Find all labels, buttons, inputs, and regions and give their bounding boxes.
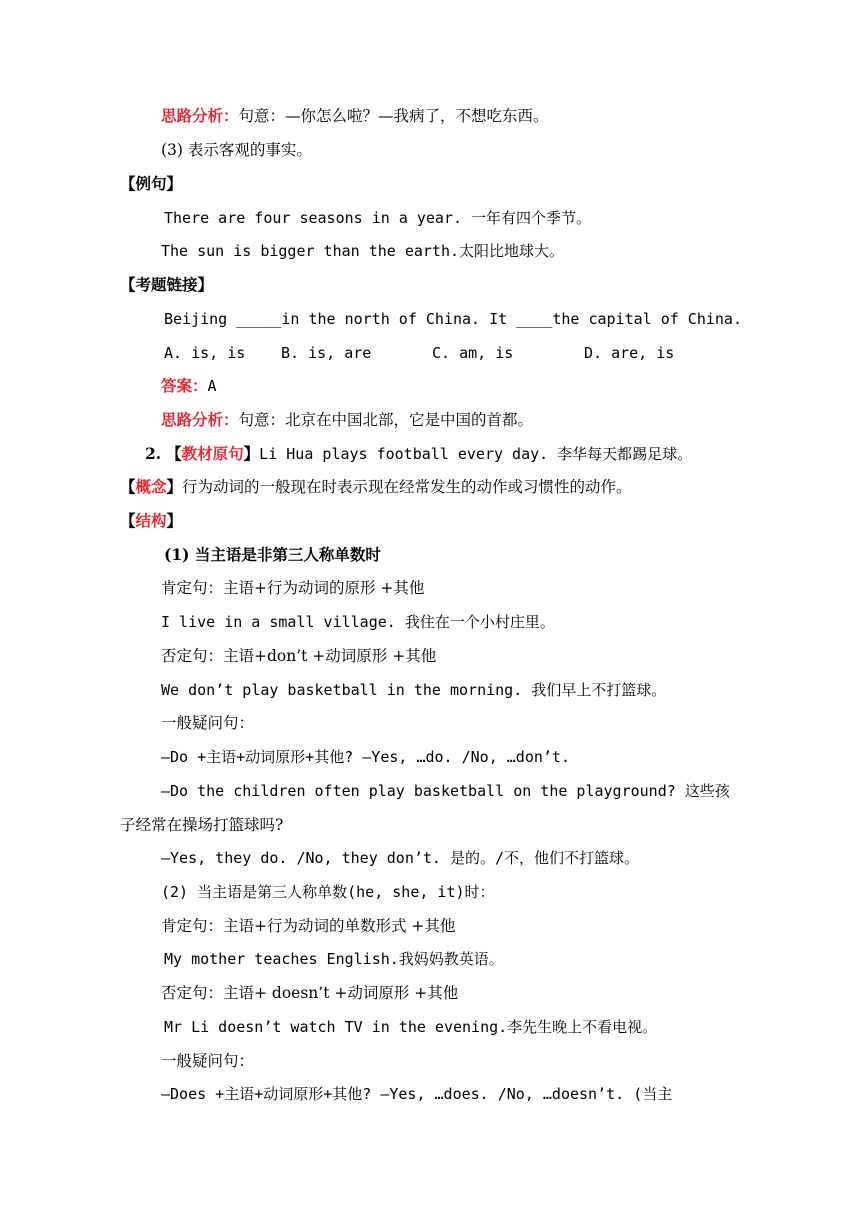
question-example-1-cont: 子经常在操场打篮球吗? [120,816,284,834]
bracket-close: 】 [243,444,260,463]
question-rule-1: —Do +主语+动词原形+其他? —Yes, …do. /No, …don’t. [161,748,570,766]
question-heading-2: 一般疑问句： [161,1052,255,1070]
structure-subheading-2: (2) 当主语是第三人称单数(he, she, it)时： [161,883,495,901]
affirmative-rule-1: 肯定句：主语+行为动词的原形 +其他 [161,579,425,597]
analysis-line-2 [161,410,533,430]
textbook-sentence-line [145,444,692,464]
structure-bracket-open: 【 [120,511,136,530]
question-example-1: —Do the children often play basketball on the playground? 这些孩 [161,782,730,800]
negative-rule-1: 否定句：主语+don’t +动词原形 +其他 [161,647,437,665]
option-b: B. is, are [281,344,372,362]
concept-text: 行为动词的一般现在时表示现在经常发生的动作或习惯性的动作。 [182,478,632,496]
example-sentence-2: The sun is bigger than the earth.太阳比地球大。 [161,242,565,260]
bracket-open: 【 [166,444,182,463]
structure-label: 结构 [135,511,167,530]
answer-label: 答案： [161,376,208,395]
textbook-sentence-label: 教材原句 [181,444,244,463]
answer-line [161,376,217,396]
analysis-label-2: 思路分析： [161,410,239,429]
option-a: A. is, is [164,344,246,362]
option-c: C. am, is [432,344,514,362]
example-sentences-heading: 【例句】 [120,174,183,193]
analysis-text: 句意：—你怎么啦？—我病了，不想吃东西。 [238,107,549,125]
item-number: 2. [145,444,162,463]
answer-value: A [207,377,217,395]
analysis-line-1 [161,106,549,126]
analysis-text-2: 句意：北京在中国北部，它是中国的首都。 [238,411,534,429]
affirmative-example-1: I live in a small village. 我住在一个小村庄里。 [161,613,555,631]
analysis-label: 思路分析： [161,106,239,125]
example-sentence-1: There are four seasons in a year. 一年有四个季节。 [164,209,592,227]
exam-link-heading: 【考题链接】 [120,275,214,294]
negative-example-2: Mr Li doesn’t watch TV in the evening.李先生晚上不看电视。 [164,1018,658,1036]
negative-example-1: We don’t play basketball in the morning. 我们早上不打篮球。 [161,681,667,699]
concept-bracket-close: 】 [166,477,183,496]
structure-bracket-close: 】 [166,511,183,530]
answer-example-1: —Yes, they do. /No, they don’t. 是的。/不，他们不打篮球。 [161,849,640,867]
negative-rule-2: 否定句：主语+ doesn’t +动词原形 +其他 [161,984,459,1002]
affirmative-rule-2: 肯定句：主语+行为动词的单数形式 +其他 [161,917,456,935]
concept-line [120,477,632,497]
question-rule-2: —Does +主语+动词原形+其他? —Yes, …does. /No, …doesn’t. (当主 [161,1085,673,1103]
structure-heading [120,511,182,531]
question-heading-1: 一般疑问句： [161,714,255,732]
concept-label: 概念 [135,477,167,496]
option-d: D. are, is [584,344,675,362]
concept-bracket-open: 【 [120,477,136,496]
structure-subheading-1: (1) 当主语是非第三人称单数时 [164,545,381,564]
textbook-sentence-text: Li Hua plays football every day. 李华每天都踢足球。 [259,445,693,463]
objective-fact-heading: (3) 表示客观的事实。 [161,141,312,159]
affirmative-example-2: My mother teaches English.我妈妈教英语。 [164,950,504,968]
exam-question: Beijing _____in the north of China. It ____the capital of China. [164,310,742,328]
